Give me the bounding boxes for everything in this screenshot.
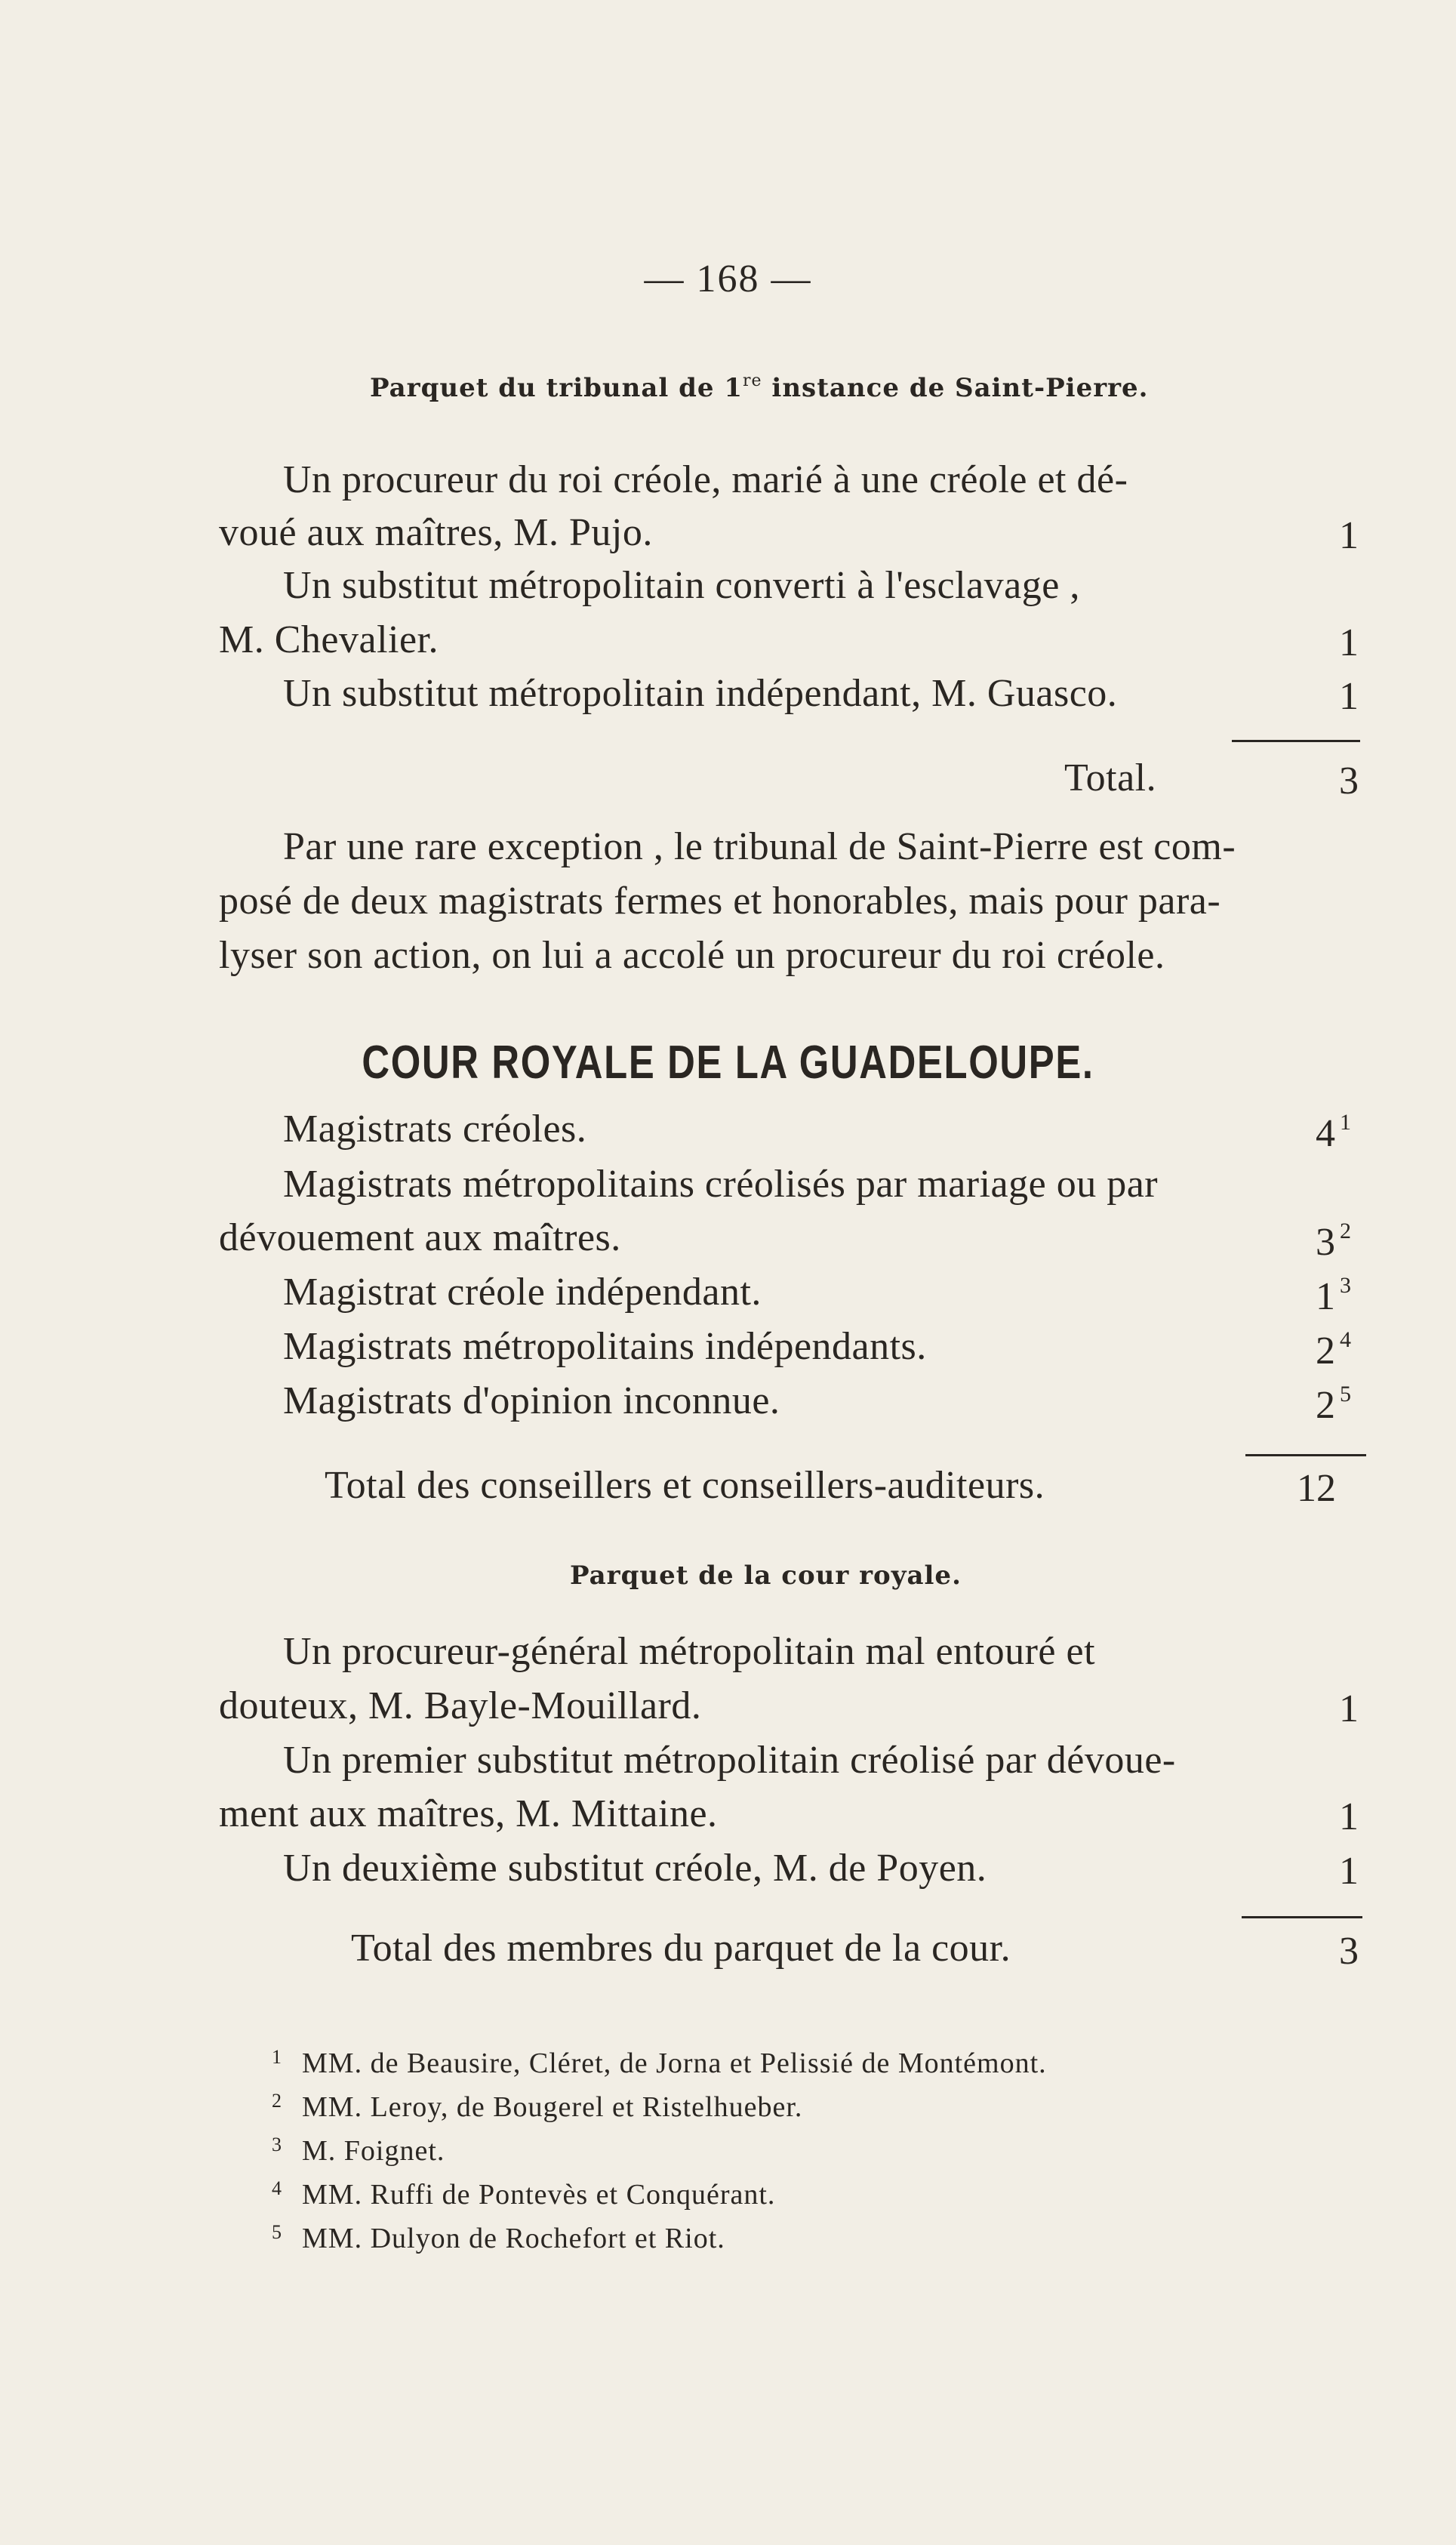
paragraph-line: lyser son action, on lui a accolé un procureur du roi créole. <box>219 934 1165 977</box>
footnote-reference: 2 <box>1340 1219 1351 1243</box>
count-value: 1 <box>1339 1687 1359 1730</box>
list-item-line: Magistrats d'opinion inconnue. <box>283 1379 780 1422</box>
list-item-line: Un deuxième substitut créole, M. de Poyen. <box>283 1847 987 1890</box>
footnote-text: MM. Ruffi de Pontevès et Conquérant. <box>302 2179 776 2211</box>
section-heading-parquet-cour: Parquet de la cour royale. <box>570 1561 962 1591</box>
list-item-line: ment aux maîtres, M. Mittaine. <box>219 1792 718 1835</box>
heading-text-post: instance de Saint-Pierre. <box>762 373 1149 403</box>
count-number: 1 <box>1316 1275 1335 1318</box>
section-heading-tribunal <box>370 371 1149 403</box>
list-item-line: Magistrats métropolitains indépendants. <box>283 1325 927 1368</box>
paragraph-line: posé de deux magistrats fermes et honorables, mais pour para- <box>219 880 1221 923</box>
footnote <box>272 2046 1047 2080</box>
count-value: 1 <box>1339 621 1359 664</box>
total-label: Total des membres du parquet de la cour. <box>351 1927 1011 1970</box>
list-item-line: Un procureur du roi créole, marié à une créole et dé- <box>283 458 1128 501</box>
list-item-line: Un substitut métropolitain indépendant, M. Guasco. <box>283 672 1118 715</box>
page-number: — 168 — <box>644 257 812 300</box>
total-value: 3 <box>1339 1930 1359 1973</box>
footnote <box>272 2090 802 2124</box>
count-number: 2 <box>1316 1330 1335 1373</box>
footnote <box>272 2134 445 2168</box>
list-item-line: Un procureur-général métropolitain mal entouré et <box>283 1630 1096 1673</box>
heading-text-pre: Parquet du tribunal de 1 <box>370 373 743 403</box>
heading-superscript: re <box>743 371 762 390</box>
footnote-mark: 4 <box>272 2177 282 2199</box>
count-value: 1 <box>1339 514 1359 557</box>
count-value <box>1261 1219 1351 1265</box>
list-item-line: Un premier substitut métropolitain créolisé par dévoue- <box>283 1739 1176 1782</box>
count-value <box>1261 1382 1351 1428</box>
total-value: 3 <box>1339 759 1359 803</box>
section-heading-cour-royale: COUR ROYALE DE LA GUADELOUPE. <box>362 1037 1094 1089</box>
count-number: 3 <box>1316 1221 1335 1264</box>
count-value <box>1261 1110 1351 1156</box>
count-number: 2 <box>1316 1384 1335 1427</box>
footnote-text: MM. de Beausire, Cléret, de Jorna et Pelissié de Montémont. <box>302 2047 1047 2079</box>
count-value: 1 <box>1339 1850 1359 1893</box>
total-label: Total des conseillers et conseillers-auditeurs. <box>325 1464 1045 1507</box>
footnote-reference: 3 <box>1340 1273 1351 1298</box>
footnote-reference: 1 <box>1340 1110 1351 1135</box>
count-value: 1 <box>1339 1795 1359 1838</box>
footnote-mark: 2 <box>272 2090 282 2112</box>
footnote <box>272 2221 725 2255</box>
total-rule <box>1245 1454 1366 1456</box>
total-rule <box>1232 740 1360 742</box>
list-item-line: Magistrat créole indépendant. <box>283 1271 762 1314</box>
footnote-text: M. Foignet. <box>302 2135 445 2167</box>
list-item-line: M. Chevalier. <box>219 618 439 661</box>
footnote-text: MM. Leroy, de Bougerel et Ristelhueber. <box>302 2091 803 2123</box>
footnote-mark: 1 <box>272 2046 282 2068</box>
list-item-line: Magistrats métropolitains créolisés par mariage ou par <box>283 1163 1159 1206</box>
paragraph-line: Par une rare exception , le tribunal de Saint-Pierre est com- <box>283 825 1236 868</box>
list-item-line: Un substitut métropolitain converti à l'esclavage , <box>283 564 1080 607</box>
count-value <box>1261 1327 1351 1373</box>
total-label: Total. <box>1064 756 1157 800</box>
total-value: 12 <box>1297 1467 1336 1510</box>
footnote-mark: 3 <box>272 2134 282 2155</box>
count-number: 4 <box>1316 1112 1335 1155</box>
footnote <box>272 2177 775 2211</box>
list-item-line: douteux, M. Bayle-Mouillard. <box>219 1684 702 1727</box>
footnote-mark: 5 <box>272 2221 282 2243</box>
total-rule <box>1242 1916 1362 1918</box>
count-value: 1 <box>1339 675 1359 718</box>
list-item-line: dévouement aux maîtres. <box>219 1216 621 1259</box>
count-value <box>1261 1273 1351 1319</box>
footnote-reference: 5 <box>1340 1382 1351 1407</box>
list-item-line: voué aux maîtres, M. Pujo. <box>219 511 653 554</box>
footnote-text: MM. Dulyon de Rochefort et Riot. <box>302 2223 725 2254</box>
list-item-line: Magistrats créoles. <box>283 1108 587 1151</box>
footnote-reference: 4 <box>1340 1327 1351 1352</box>
